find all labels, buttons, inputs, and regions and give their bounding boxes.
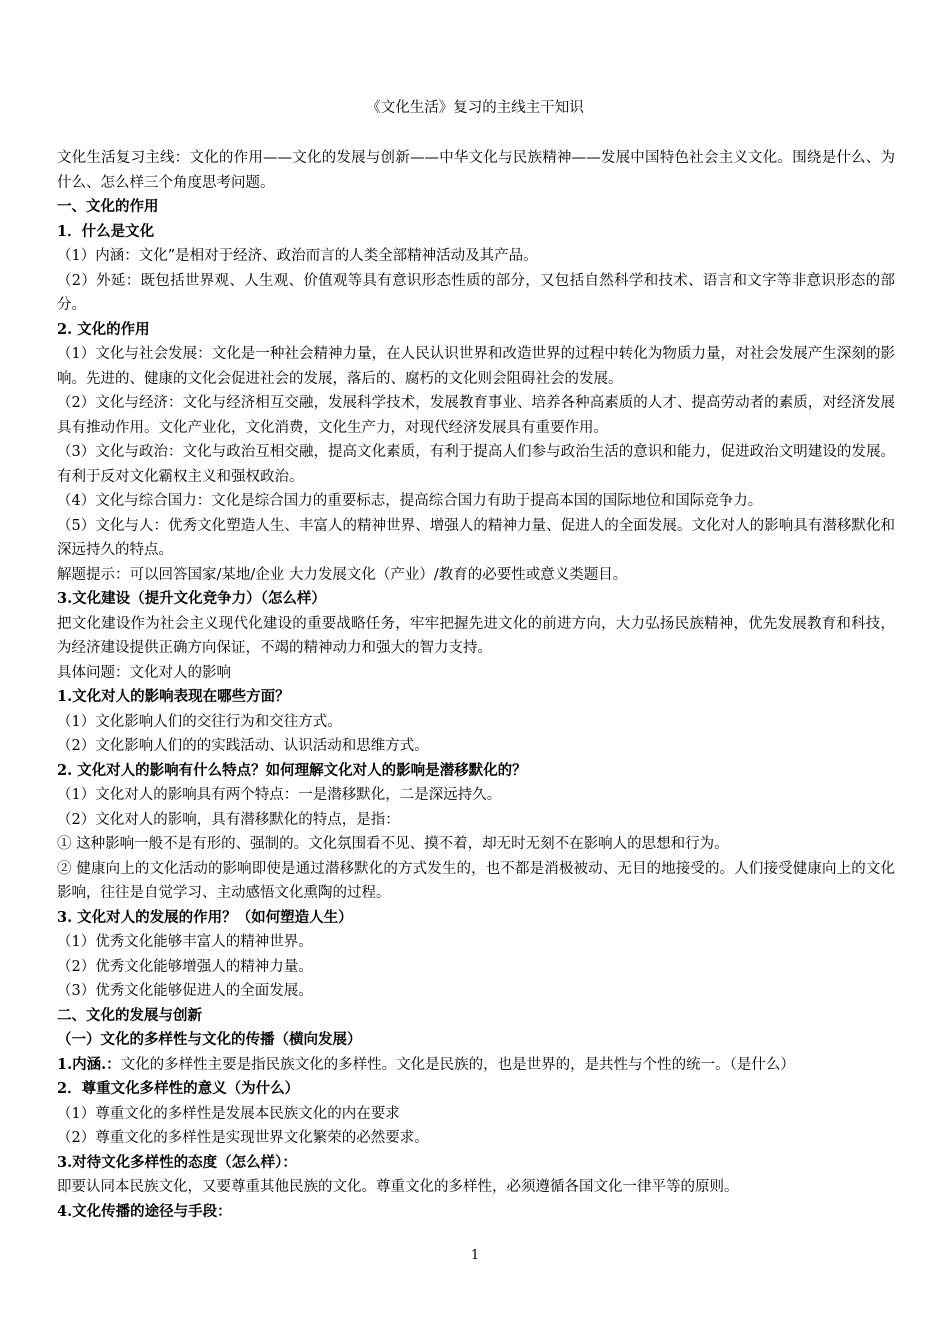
page-number: 1 bbox=[470, 1248, 480, 1263]
paragraph-group-2 bbox=[57, 1077, 895, 1224]
paragraph: （1）文化对人的影响具有两个特点：一是潜移默化，二是深远持久。 bbox=[57, 787, 502, 803]
heading-line: 2. 文化对人的影响有什么特点？如何理解文化对人的影响是潜移默化的？ bbox=[57, 761, 527, 779]
paragraph: （4）文化与综合国力：文化是综合国力的重要标志，提高综合国力有助于提高本国的国际地位和国际竞争力。 bbox=[57, 493, 763, 509]
heading-line: （一）文化的多样性与文化的传播（横向发展） bbox=[57, 1031, 362, 1048]
paragraph: （2）尊重文化的多样性是实现世界文化繁荣的必然要求。 bbox=[57, 1130, 429, 1146]
paragraph: （1）优秀文化能够丰富人的精神世界。 bbox=[57, 934, 313, 950]
paragraph: （1）文化影响人们的交往行为和交往方式。 bbox=[57, 713, 342, 730]
heading-line: 4.文化传播的途径与手段： bbox=[57, 1202, 232, 1220]
paragraph: （2）文化影响人们的的实践活动、认识活动和思维方式。 bbox=[57, 738, 429, 754]
paragraph: 把文化建设作为社会主义现代化建设的重要战略任务，牢牢把握先进文化的前进方向，大力弘扬民族精神，优先发展教育和科技，为经济建设提供正确方向保证，不竭的精神动力和强大的智力支持。 bbox=[57, 615, 895, 656]
paragraph: （2）文化对人的影响，具有潜移默化的特点，是指： bbox=[57, 811, 400, 828]
paragraph: （2）优秀文化能够增强人的精神力量。 bbox=[57, 958, 313, 975]
paragraph: 解题提示：可以回答国家/某地/企业 大力发展文化（产业）/教育的必要性或意义类题目。 bbox=[57, 566, 628, 583]
heading-line: 3.对待文化多样性的态度（怎么样）： bbox=[57, 1153, 297, 1171]
paragraph: （3）优秀文化能够促进人的全面发展。 bbox=[57, 983, 313, 999]
paragraph: （1）文化与社会发展：文化是一种社会精神力量，在人民认识世界和改造世界的过程中转化为物质力量，对社会发展产生深刻的影响。先进的、健康的文化会促进社会的发展，落后的、腐朽的文化则会阻碍社会的发展。 bbox=[57, 346, 895, 387]
paragraph: （1）内涵：文化”是相对于经济、政治而言的人类全部精神活动及其产品。 bbox=[57, 248, 538, 264]
paragraph: 具体问题：文化对人的影响 bbox=[57, 664, 231, 681]
heading-line: 二、文化的发展与创新 bbox=[57, 1006, 202, 1024]
paragraph-normal-run: 文化的多样性主要是指民族文化的多样性。文化是民族的，也是世界的，是共性与个性的统一。（是什么） bbox=[120, 1056, 795, 1073]
paragraph-bold-run: 1.内涵.： bbox=[57, 1055, 121, 1073]
paragraph: ① 这种影响一般不是有形的、强制的。文化氛围看不见、摸不着，却无时无刻不在影响人的思想和行为。 bbox=[57, 836, 729, 852]
paragraph-mixed bbox=[57, 1053, 895, 1078]
heading-line: 2. 文化的作用 bbox=[57, 320, 150, 338]
document-title: 《文化生活》复习的主线主干知识 bbox=[366, 100, 584, 116]
heading-line: 3.文化建设（提升文化竞争力）（怎么样） bbox=[57, 590, 326, 607]
paragraph: （2）文化与经济：文化与经济相互交融，发展科学技术，发展教育事业、培养各种高素质的人才、提高劳动者的素质，对经济发展具有推动作用。文化产业化，文化消费，文化生产力，对现代经济发展具有重要作用。 bbox=[57, 395, 895, 436]
paragraph: ② 健康向上的文化活动的影响即使是通过潜移默化的方式发生的，也不都是消极被动、无目的地接受的。人们接受健康向上的文化影响，往往是自觉学习、主动感悟文化熏陶的过程。 bbox=[57, 860, 895, 901]
paragraph: （3）文化与政治：文化与政治互相交融，提高文化素质，有利于提高人们参与政治生活的意识和能力，促进政治文明建设的发展。有利于反对文化霸权主义和强权政治。 bbox=[57, 444, 895, 485]
heading-line: 2．尊重文化多样性的意义（为什么） bbox=[57, 1080, 300, 1097]
paragraph-group-1 bbox=[57, 146, 895, 1053]
heading-line: 1．什么是文化 bbox=[57, 222, 155, 240]
heading-line: 1.文化对人的影响表现在哪些方面？ bbox=[57, 688, 290, 705]
heading-line: 3. 文化对人的发展的作用？（如何塑造人生） bbox=[57, 908, 353, 926]
paragraph: 即要认同本民族文化，又要尊重其他民族的文化。尊重文化的多样性，必须遵循各国文化一律平等的原则。 bbox=[57, 1179, 739, 1195]
document-body bbox=[57, 146, 895, 1224]
heading-line: 一、文化的作用 bbox=[57, 198, 159, 215]
paragraph: 文化生活复习主线：文化的作用——文化的发展与创新——中华文化与民族精神——发展中国特色社会主义文化。围绕是什么、为什么、怎么样三个角度思考问题。 bbox=[57, 150, 895, 191]
paragraph: （1）尊重文化的多样性是发展本民族文化的内在要求 bbox=[57, 1105, 400, 1122]
paragraph: （2）外延：既包括世界观、人生观、价值观等具有意识形态性质的部分，又包括自然科学和技术、语言和文字等非意识形态的部分。 bbox=[57, 272, 895, 313]
paragraph: （5）文化与人：优秀文化塑造人生、丰富人的精神世界、增强人的精神力量、促进人的全面发展。文化对人的影响具有潜移默化和深远持久的特点。 bbox=[57, 517, 895, 558]
